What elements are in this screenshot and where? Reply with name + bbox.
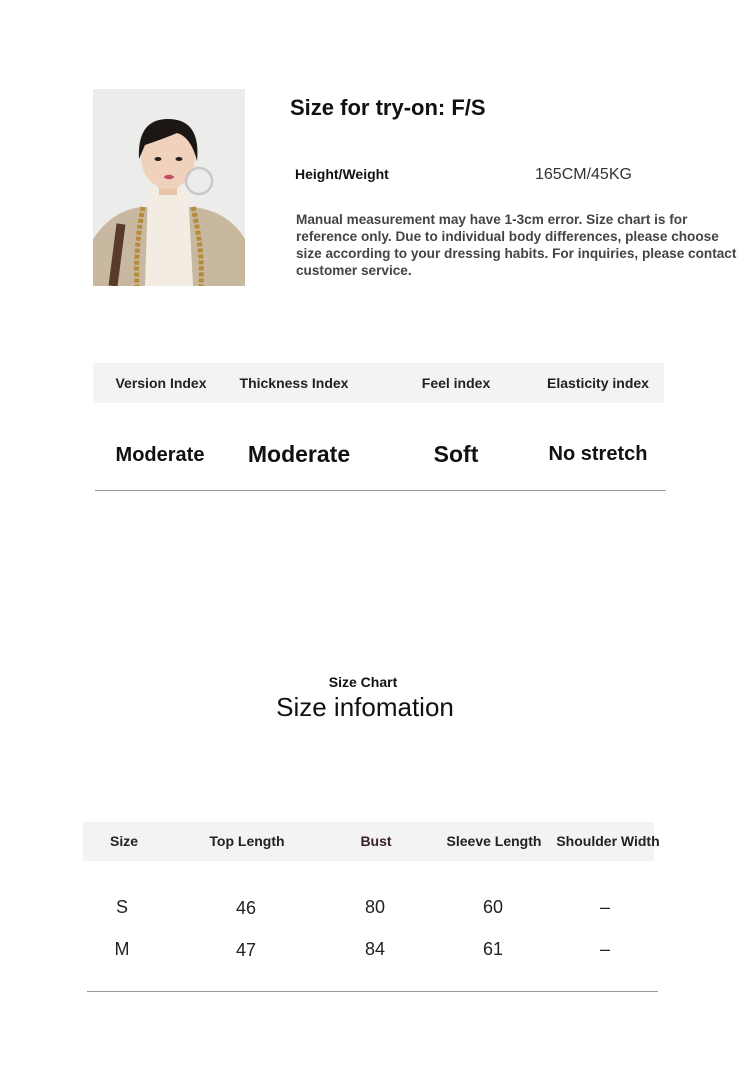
row-m-shoulder-width: – xyxy=(599,939,610,959)
size-table-divider xyxy=(87,991,658,992)
column-header-size: Size xyxy=(109,833,138,849)
size-chart-subtitle: Size Chart xyxy=(328,674,398,690)
row-m-bust: 84 xyxy=(364,939,386,959)
elasticity-index-value: No stretch xyxy=(548,443,648,465)
model-photo xyxy=(93,89,245,286)
row-s-shoulder-width: – xyxy=(599,897,610,917)
thickness-index-label: Thickness Index xyxy=(239,375,349,391)
row-m-top-length: 47 xyxy=(235,940,257,960)
size-chart-title: Size infomation xyxy=(276,692,454,722)
row-m-sleeve-length: 61 xyxy=(482,939,504,959)
row-m-size: M xyxy=(114,939,130,959)
column-header-bust: Bust xyxy=(360,833,392,849)
row-s-size: S xyxy=(115,897,128,917)
height-weight-label: Height/Weight xyxy=(295,166,389,182)
row-s-top-length: 46 xyxy=(235,898,257,918)
column-header-shoulder-width: Shoulder Width xyxy=(556,833,660,849)
row-s-sleeve-length: 60 xyxy=(482,897,504,917)
column-header-sleeve-length: Sleeve Length xyxy=(446,833,542,849)
height-weight-value: 165CM/45KG xyxy=(535,166,632,183)
index-divider xyxy=(95,490,666,491)
elasticity-index-label: Elasticity index xyxy=(547,375,649,391)
tryon-title: Size for try-on: F/S xyxy=(290,95,486,120)
measurement-note: Manual measurement may have 1-3cm error. Size chart is for reference only. Due to individual body differences, please choose size according to your dressing habits. For inquiries, please contact customer service. xyxy=(296,212,737,278)
version-index-label: Version Index xyxy=(115,375,207,391)
feel-index-label: Feel index xyxy=(421,375,491,391)
row-s-bust: 80 xyxy=(364,897,386,917)
thickness-index-value: Moderate xyxy=(247,441,351,467)
column-header-top-length: Top Length xyxy=(209,833,285,849)
version-index-value: Moderate xyxy=(115,444,205,466)
feel-index-value: Soft xyxy=(433,441,479,467)
